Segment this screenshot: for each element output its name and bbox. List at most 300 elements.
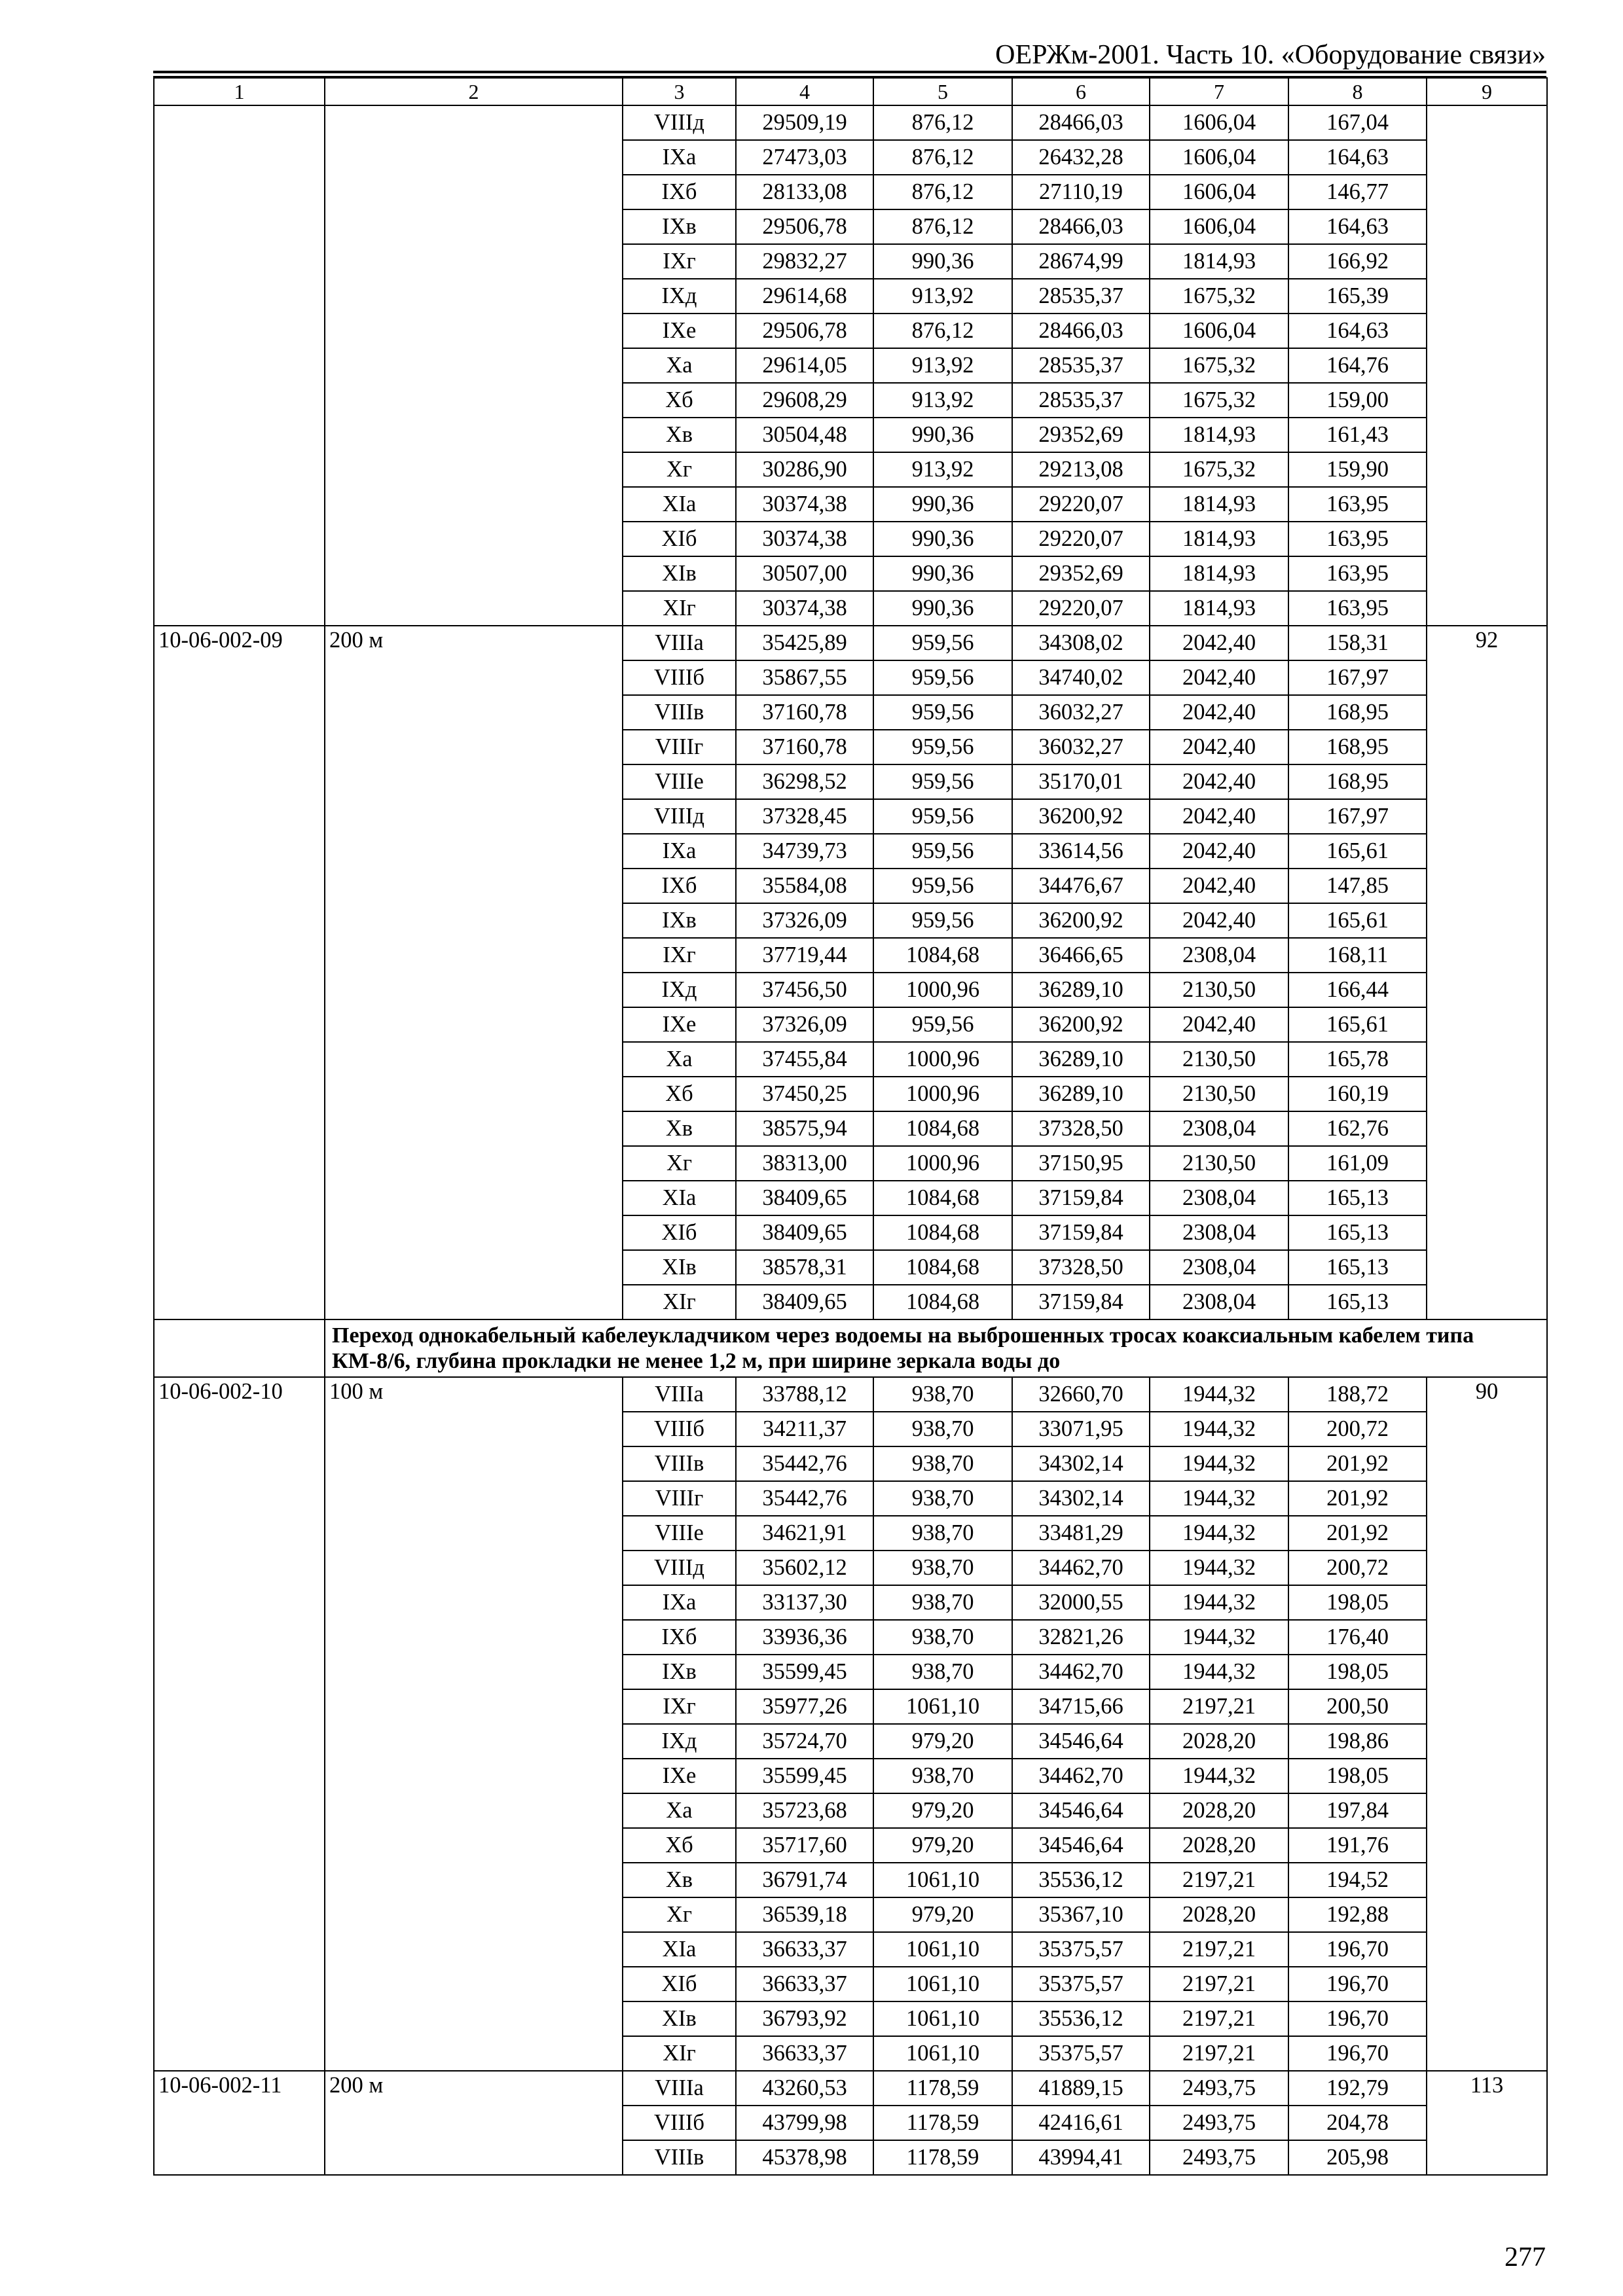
value-cell: 35724,70: [736, 1724, 873, 1759]
value-cell: 165,13: [1288, 1181, 1427, 1215]
column-number-row: [154, 78, 1547, 105]
value-cell: 26432,28: [1012, 140, 1150, 175]
value-cell: 36633,37: [736, 1967, 873, 2001]
zone-cell: IXг: [623, 1689, 736, 1724]
value-cell: 938,70: [873, 1377, 1012, 1412]
value-cell: 30374,38: [736, 522, 873, 556]
value-cell: 1000,96: [873, 1042, 1012, 1077]
value-cell: 29832,27: [736, 244, 873, 279]
value-cell: 33614,56: [1012, 834, 1150, 869]
value-cell: 200,72: [1288, 1551, 1427, 1585]
value-cell: 201,92: [1288, 1446, 1427, 1481]
value-cell: 37160,78: [736, 695, 873, 730]
value-cell: 938,70: [873, 1481, 1012, 1516]
zone-cell: IXд: [623, 279, 736, 314]
value-cell: 35536,12: [1012, 1863, 1150, 1897]
value-cell: 2042,40: [1150, 764, 1288, 799]
zone-cell: Xб: [623, 1828, 736, 1863]
zone-cell: Xг: [623, 1146, 736, 1181]
value-cell: 2130,50: [1150, 1077, 1288, 1111]
value-cell: 959,56: [873, 626, 1012, 660]
value-cell: 959,56: [873, 799, 1012, 834]
value-cell: 29213,08: [1012, 452, 1150, 487]
value-cell: 913,92: [873, 348, 1012, 383]
value-cell: 196,70: [1288, 2036, 1427, 2071]
value-cell: 876,12: [873, 209, 1012, 244]
value-cell: 2197,21: [1150, 2001, 1288, 2036]
zone-cell: Xг: [623, 452, 736, 487]
value-cell: 1084,68: [873, 1111, 1012, 1146]
zone-cell: VIIIб: [623, 2106, 736, 2140]
value-cell: 1814,93: [1150, 522, 1288, 556]
value-cell: 938,70: [873, 1655, 1012, 1689]
value-cell: 164,63: [1288, 140, 1427, 175]
value-cell: 36793,92: [736, 2001, 873, 2036]
value-cell: 166,44: [1288, 973, 1427, 1007]
value-cell: 162,76: [1288, 1111, 1427, 1146]
zone-cell: VIIIв: [623, 1446, 736, 1481]
zone-cell: IXв: [623, 903, 736, 938]
value-cell: 34476,67: [1012, 869, 1150, 903]
value-cell: 33137,30: [736, 1585, 873, 1620]
value-cell: 34546,64: [1012, 1793, 1150, 1828]
column-number: 6: [1012, 78, 1150, 105]
value-cell: 164,63: [1288, 209, 1427, 244]
value-cell: 1000,96: [873, 973, 1012, 1007]
value-cell: 146,77: [1288, 175, 1427, 209]
value-cell: 38578,31: [736, 1250, 873, 1285]
column-number: 5: [873, 78, 1012, 105]
value-cell: 36633,37: [736, 2036, 873, 2071]
value-cell: 28535,37: [1012, 348, 1150, 383]
value-cell: 36791,74: [736, 1863, 873, 1897]
value-cell: 36289,10: [1012, 1077, 1150, 1111]
measure-unit: 200 м: [325, 626, 623, 1319]
zone-cell: XIа: [623, 1181, 736, 1215]
value-cell: 979,20: [873, 1828, 1012, 1863]
value-cell: 198,86: [1288, 1724, 1427, 1759]
value-cell: 2042,40: [1150, 660, 1288, 695]
value-cell: 167,97: [1288, 799, 1427, 834]
value-cell: 959,56: [873, 660, 1012, 695]
value-cell: 33936,36: [736, 1620, 873, 1655]
value-cell: 36298,52: [736, 764, 873, 799]
value-cell: 161,09: [1288, 1146, 1427, 1181]
value-cell: 28133,08: [736, 175, 873, 209]
value-cell: 197,84: [1288, 1793, 1427, 1828]
value-cell: 1606,04: [1150, 314, 1288, 348]
value-cell: 168,95: [1288, 730, 1427, 764]
value-cell: 34715,66: [1012, 1689, 1150, 1724]
value-cell: 36200,92: [1012, 799, 1150, 834]
value-cell: 28535,37: [1012, 279, 1150, 314]
rate-code: [154, 105, 325, 626]
value-cell: 1178,59: [873, 2140, 1012, 2175]
rates-table: [153, 77, 1548, 2176]
value-cell: 34740,02: [1012, 660, 1150, 695]
zone-cell: IXа: [623, 1585, 736, 1620]
zone-cell: XIа: [623, 487, 736, 522]
value-cell: 1814,93: [1150, 487, 1288, 522]
value-cell: 1675,32: [1150, 383, 1288, 418]
value-cell: 165,13: [1288, 1285, 1427, 1319]
zone-cell: XIг: [623, 1285, 736, 1319]
value-cell: 27473,03: [736, 140, 873, 175]
value-cell: 913,92: [873, 452, 1012, 487]
value-cell: 1000,96: [873, 1146, 1012, 1181]
value-cell: 2493,75: [1150, 2106, 1288, 2140]
value-cell: 990,36: [873, 244, 1012, 279]
value-cell: 42416,61: [1012, 2106, 1150, 2140]
value-cell: 200,72: [1288, 1412, 1427, 1446]
value-cell: 1944,32: [1150, 1655, 1288, 1689]
column-number: 9: [1427, 78, 1547, 105]
column-9-value: 92: [1427, 626, 1547, 1319]
value-cell: 32660,70: [1012, 1377, 1150, 1412]
value-cell: 35867,55: [736, 660, 873, 695]
value-cell: 161,43: [1288, 418, 1427, 452]
value-cell: 34462,70: [1012, 1655, 1150, 1689]
value-cell: 2130,50: [1150, 1146, 1288, 1181]
value-cell: 37328,50: [1012, 1111, 1150, 1146]
zone-cell: IXе: [623, 1759, 736, 1793]
value-cell: 2308,04: [1150, 1181, 1288, 1215]
value-cell: 2042,40: [1150, 730, 1288, 764]
measure-unit: [325, 105, 623, 626]
zone-cell: VIIIа: [623, 626, 736, 660]
zone-cell: IXб: [623, 869, 736, 903]
value-cell: 43994,41: [1012, 2140, 1150, 2175]
value-cell: 29614,05: [736, 348, 873, 383]
value-cell: 147,85: [1288, 869, 1427, 903]
value-cell: 30374,38: [736, 591, 873, 626]
zone-cell: XIв: [623, 556, 736, 591]
value-cell: 200,50: [1288, 1689, 1427, 1724]
value-cell: 163,95: [1288, 556, 1427, 591]
value-cell: 34302,14: [1012, 1481, 1150, 1516]
value-cell: 1814,93: [1150, 591, 1288, 626]
value-cell: 938,70: [873, 1620, 1012, 1655]
zone-cell: Xа: [623, 1793, 736, 1828]
value-cell: 32000,55: [1012, 1585, 1150, 1620]
column-number: 1: [154, 78, 325, 105]
value-cell: 45378,98: [736, 2140, 873, 2175]
value-cell: 33071,95: [1012, 1412, 1150, 1446]
value-cell: 194,52: [1288, 1863, 1427, 1897]
value-cell: 979,20: [873, 1793, 1012, 1828]
value-cell: 196,70: [1288, 1967, 1427, 2001]
value-cell: 29608,29: [736, 383, 873, 418]
table-body: [154, 78, 1547, 2175]
zone-cell: IXб: [623, 175, 736, 209]
value-cell: 164,76: [1288, 348, 1427, 383]
value-cell: 1061,10: [873, 1863, 1012, 1897]
page-header: ОЕРЖм-2001. Часть 10. «Оборудование связи»: [995, 40, 1546, 70]
value-cell: 35425,89: [736, 626, 873, 660]
value-cell: 1084,68: [873, 1250, 1012, 1285]
value-cell: 959,56: [873, 764, 1012, 799]
value-cell: 959,56: [873, 834, 1012, 869]
column-9-value: 113: [1427, 2071, 1547, 2175]
value-cell: 36200,92: [1012, 1007, 1150, 1042]
value-cell: 36633,37: [736, 1932, 873, 1967]
value-cell: 159,00: [1288, 383, 1427, 418]
value-cell: 990,36: [873, 522, 1012, 556]
value-cell: 876,12: [873, 175, 1012, 209]
value-cell: 164,63: [1288, 314, 1427, 348]
value-cell: 876,12: [873, 105, 1012, 140]
zone-cell: Xг: [623, 1897, 736, 1932]
value-cell: 198,05: [1288, 1759, 1427, 1793]
value-cell: 28466,03: [1012, 314, 1150, 348]
value-cell: 37456,50: [736, 973, 873, 1007]
value-cell: 36289,10: [1012, 973, 1150, 1007]
value-cell: 1675,32: [1150, 348, 1288, 383]
value-cell: 38575,94: [736, 1111, 873, 1146]
value-cell: 959,56: [873, 903, 1012, 938]
value-cell: 168,95: [1288, 695, 1427, 730]
value-cell: 1606,04: [1150, 105, 1288, 140]
table-row: [154, 626, 1547, 660]
zone-cell: IXе: [623, 1007, 736, 1042]
zone-cell: VIIIв: [623, 2140, 736, 2175]
value-cell: 938,70: [873, 1516, 1012, 1551]
value-cell: 30507,00: [736, 556, 873, 591]
value-cell: 29614,68: [736, 279, 873, 314]
zone-cell: Xв: [623, 1111, 736, 1146]
value-cell: 29352,69: [1012, 418, 1150, 452]
value-cell: 34739,73: [736, 834, 873, 869]
value-cell: 35367,10: [1012, 1897, 1150, 1932]
value-cell: 34621,91: [736, 1516, 873, 1551]
value-cell: 959,56: [873, 695, 1012, 730]
value-cell: 35599,45: [736, 1655, 873, 1689]
zone-cell: XIб: [623, 522, 736, 556]
value-cell: 2042,40: [1150, 903, 1288, 938]
value-cell: 37160,78: [736, 730, 873, 764]
value-cell: 28466,03: [1012, 209, 1150, 244]
column-number: 3: [623, 78, 736, 105]
value-cell: 27110,19: [1012, 175, 1150, 209]
value-cell: 35442,76: [736, 1446, 873, 1481]
zone-cell: Xв: [623, 1863, 736, 1897]
header-rule: [153, 71, 1546, 73]
value-cell: 196,70: [1288, 1932, 1427, 1967]
value-cell: 1814,93: [1150, 556, 1288, 591]
value-cell: 1061,10: [873, 2036, 1012, 2071]
value-cell: 2042,40: [1150, 626, 1288, 660]
value-cell: 198,05: [1288, 1585, 1427, 1620]
value-cell: 163,95: [1288, 487, 1427, 522]
zone-cell: XIб: [623, 1967, 736, 2001]
value-cell: 2042,40: [1150, 834, 1288, 869]
value-cell: 29220,07: [1012, 591, 1150, 626]
value-cell: 36200,92: [1012, 903, 1150, 938]
value-cell: 30504,48: [736, 418, 873, 452]
section-title: Переход однокабельный кабелеукладчиком через водоемы на выброшенных тросах коаксиальным кабелем типа КМ-8/6, глубина прокладки не менее 1,2 м, при ширине зеркала воды до: [325, 1319, 1547, 1377]
value-cell: 36289,10: [1012, 1042, 1150, 1077]
zone-cell: VIIIг: [623, 730, 736, 764]
value-cell: 30286,90: [736, 452, 873, 487]
value-cell: 198,05: [1288, 1655, 1427, 1689]
value-cell: 1944,32: [1150, 1516, 1288, 1551]
value-cell: 1084,68: [873, 1215, 1012, 1250]
table-row: [154, 2071, 1547, 2106]
value-cell: 37326,09: [736, 1007, 873, 1042]
value-cell: 2028,20: [1150, 1724, 1288, 1759]
value-cell: 938,70: [873, 1551, 1012, 1585]
value-cell: 1944,32: [1150, 1412, 1288, 1446]
zone-cell: VIIIе: [623, 764, 736, 799]
value-cell: 35442,76: [736, 1481, 873, 1516]
value-cell: 37328,50: [1012, 1250, 1150, 1285]
value-cell: 35602,12: [736, 1551, 873, 1585]
measure-unit: 100 м: [325, 1377, 623, 2071]
value-cell: 28535,37: [1012, 383, 1150, 418]
value-cell: 876,12: [873, 314, 1012, 348]
value-cell: 1675,32: [1150, 279, 1288, 314]
value-cell: 36539,18: [736, 1897, 873, 1932]
value-cell: 34462,70: [1012, 1551, 1150, 1585]
value-cell: 2042,40: [1150, 695, 1288, 730]
value-cell: 35599,45: [736, 1759, 873, 1793]
value-cell: 38409,65: [736, 1285, 873, 1319]
value-cell: 33481,29: [1012, 1516, 1150, 1551]
value-cell: 1061,10: [873, 1932, 1012, 1967]
value-cell: 938,70: [873, 1446, 1012, 1481]
zone-cell: IXв: [623, 1655, 736, 1689]
value-cell: 43799,98: [736, 2106, 873, 2140]
value-cell: 165,13: [1288, 1250, 1427, 1285]
value-cell: 2308,04: [1150, 1250, 1288, 1285]
value-cell: 196,70: [1288, 2001, 1427, 2036]
zone-cell: VIIIг: [623, 1481, 736, 1516]
value-cell: 34308,02: [1012, 626, 1150, 660]
value-cell: 205,98: [1288, 2140, 1427, 2175]
value-cell: 990,36: [873, 591, 1012, 626]
value-cell: 2308,04: [1150, 938, 1288, 973]
value-cell: 167,97: [1288, 660, 1427, 695]
value-cell: 158,31: [1288, 626, 1427, 660]
value-cell: 2042,40: [1150, 799, 1288, 834]
value-cell: 35717,60: [736, 1828, 873, 1863]
value-cell: 168,11: [1288, 938, 1427, 973]
value-cell: 167,04: [1288, 105, 1427, 140]
value-cell: 2308,04: [1150, 1285, 1288, 1319]
value-cell: 2493,75: [1150, 2140, 1288, 2175]
value-cell: 191,76: [1288, 1828, 1427, 1863]
value-cell: 1061,10: [873, 1967, 1012, 2001]
value-cell: 2308,04: [1150, 1111, 1288, 1146]
value-cell: 37450,25: [736, 1077, 873, 1111]
zone-cell: XIв: [623, 1250, 736, 1285]
zone-cell: IXа: [623, 140, 736, 175]
value-cell: 1084,68: [873, 1285, 1012, 1319]
value-cell: 34546,64: [1012, 1724, 1150, 1759]
value-cell: 1084,68: [873, 1181, 1012, 1215]
zone-cell: Xа: [623, 1042, 736, 1077]
value-cell: 990,36: [873, 418, 1012, 452]
value-cell: 1178,59: [873, 2071, 1012, 2106]
rate-code: 10-06-002-09: [154, 626, 325, 1319]
value-cell: 29506,78: [736, 314, 873, 348]
value-cell: 876,12: [873, 140, 1012, 175]
value-cell: 34546,64: [1012, 1828, 1150, 1863]
column-9-value: [1427, 105, 1547, 626]
value-cell: 163,95: [1288, 522, 1427, 556]
value-cell: 37159,84: [1012, 1181, 1150, 1215]
value-cell: 29220,07: [1012, 522, 1150, 556]
value-cell: 1084,68: [873, 938, 1012, 973]
page-number: 277: [1504, 2242, 1546, 2272]
column-number: 8: [1288, 78, 1427, 105]
rate-code: 10-06-002-11: [154, 2071, 325, 2175]
value-cell: 2197,21: [1150, 2036, 1288, 2071]
value-cell: 938,70: [873, 1412, 1012, 1446]
zone-cell: Xб: [623, 1077, 736, 1111]
value-cell: 28466,03: [1012, 105, 1150, 140]
value-cell: 1944,32: [1150, 1620, 1288, 1655]
value-cell: 165,78: [1288, 1042, 1427, 1077]
value-cell: 35170,01: [1012, 764, 1150, 799]
column-9-value: 90: [1427, 1377, 1547, 2071]
value-cell: 35536,12: [1012, 2001, 1150, 2036]
value-cell: 37719,44: [736, 938, 873, 973]
value-cell: 35977,26: [736, 1689, 873, 1724]
value-cell: 2130,50: [1150, 1042, 1288, 1077]
value-cell: 1944,32: [1150, 1585, 1288, 1620]
value-cell: 36466,65: [1012, 938, 1150, 973]
value-cell: 168,95: [1288, 764, 1427, 799]
value-cell: 2028,20: [1150, 1793, 1288, 1828]
section-title-row: [154, 1319, 1547, 1377]
value-cell: 938,70: [873, 1585, 1012, 1620]
value-cell: 35584,08: [736, 869, 873, 903]
value-cell: 159,90: [1288, 452, 1427, 487]
zone-cell: VIIIд: [623, 1551, 736, 1585]
zone-cell: VIIIа: [623, 1377, 736, 1412]
value-cell: 913,92: [873, 383, 1012, 418]
value-cell: 38409,65: [736, 1215, 873, 1250]
value-cell: 913,92: [873, 279, 1012, 314]
value-cell: 979,20: [873, 1724, 1012, 1759]
value-cell: 1944,32: [1150, 1551, 1288, 1585]
value-cell: 165,61: [1288, 834, 1427, 869]
value-cell: 192,79: [1288, 2071, 1427, 2106]
value-cell: 1606,04: [1150, 175, 1288, 209]
value-cell: 36032,27: [1012, 695, 1150, 730]
zone-cell: IXв: [623, 209, 736, 244]
column-number: 4: [736, 78, 873, 105]
value-cell: 29352,69: [1012, 556, 1150, 591]
zone-cell: VIIIб: [623, 660, 736, 695]
value-cell: 29509,19: [736, 105, 873, 140]
zone-cell: Xв: [623, 418, 736, 452]
value-cell: 37455,84: [736, 1042, 873, 1077]
zone-cell: IXд: [623, 1724, 736, 1759]
value-cell: 29220,07: [1012, 487, 1150, 522]
value-cell: 33788,12: [736, 1377, 873, 1412]
measure-unit: 200 м: [325, 2071, 623, 2175]
value-cell: 2197,21: [1150, 1689, 1288, 1724]
value-cell: 1814,93: [1150, 244, 1288, 279]
value-cell: 35375,57: [1012, 1967, 1150, 2001]
value-cell: 1675,32: [1150, 452, 1288, 487]
zone-cell: VIIIа: [623, 2071, 736, 2106]
value-cell: 990,36: [873, 556, 1012, 591]
value-cell: 1061,10: [873, 2001, 1012, 2036]
value-cell: 165,61: [1288, 903, 1427, 938]
